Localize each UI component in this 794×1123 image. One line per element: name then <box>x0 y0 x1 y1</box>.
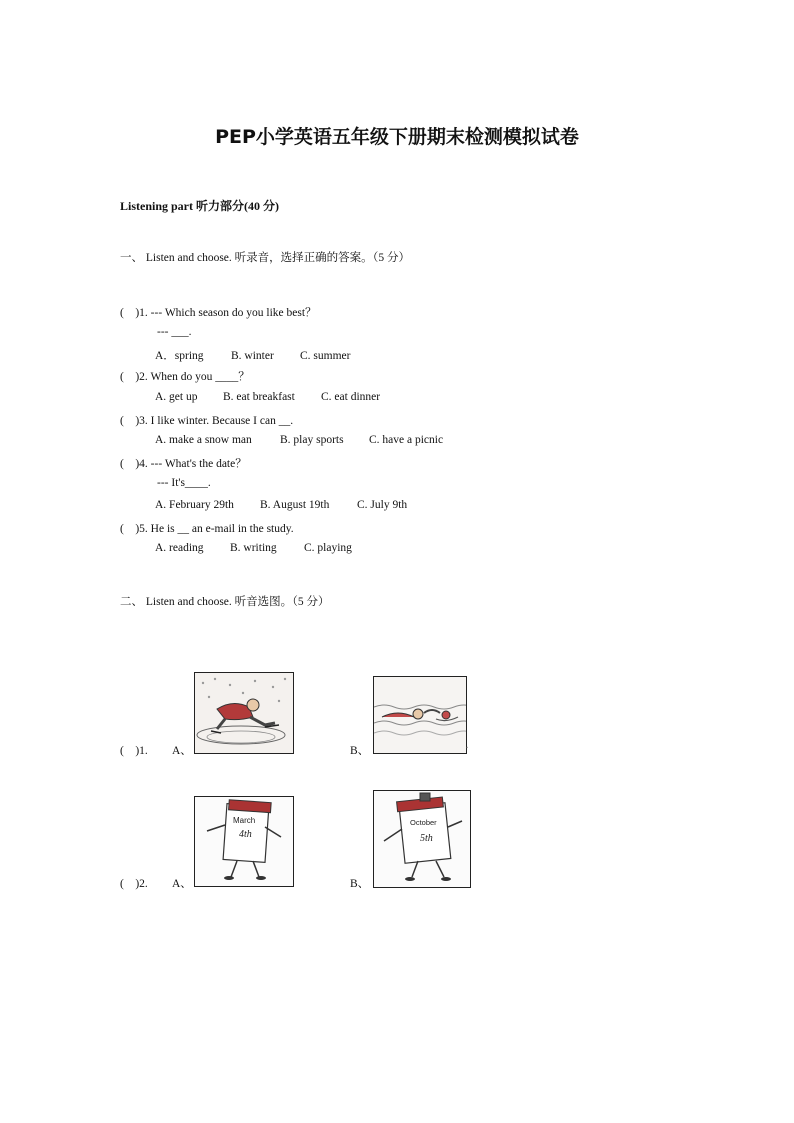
option-a: A. reading <box>155 542 204 554</box>
option-a: A. February 29th <box>155 499 234 511</box>
question-4-options <box>155 499 407 511</box>
option-b: B. play sports <box>280 434 344 446</box>
option-a: A. get up <box>155 391 198 403</box>
question-1-sub: --- ___. <box>157 326 192 338</box>
question-2-stem: ( )2. When do you ____？ <box>120 371 250 383</box>
question-1-options <box>155 347 350 363</box>
option-a: A．spring <box>155 350 204 362</box>
dot-mark: . <box>466 740 469 751</box>
picture-swimming <box>373 676 467 754</box>
item-1-label-b: B、 <box>350 745 370 757</box>
question-3-stem: ( )3. I like winter. Because I can __. <box>120 415 294 427</box>
option-b: B. August 19th <box>260 499 330 511</box>
section1-heading: 一、 Listen and choose. 听录音，选择正确的答案。（5 分） <box>120 252 411 264</box>
option-a: A. make a snow man <box>155 434 252 446</box>
question-5-stem: ( )5. He is __ an e-mail in the study. <box>120 523 294 535</box>
item-2-label-a: A、 <box>172 878 192 890</box>
option-c: C. July 9th <box>357 499 408 511</box>
option-b: B. writing <box>230 542 277 554</box>
picture-calendar-march <box>194 796 294 887</box>
option-c: C. have a picnic <box>369 434 444 446</box>
item-1-label-a: A、 <box>172 745 192 757</box>
item-1-number: ( )1. <box>120 745 148 757</box>
calendar-a-day: 4th <box>239 829 252 840</box>
calendar-b-day: 5th <box>420 833 433 844</box>
question-5-options <box>155 542 352 554</box>
picture-skating <box>194 672 294 754</box>
option-b: B. winter <box>231 350 274 362</box>
part-heading: Listening part 听力部分(40 分) <box>120 199 280 213</box>
item-2-label-b: B、 <box>350 878 370 890</box>
question-1-stem: ( )1. --- Which season do you like best？ <box>120 307 317 319</box>
calendar-a-month: March <box>233 816 256 825</box>
option-c: C. summer <box>300 350 351 362</box>
calendar-march-illustration <box>195 797 293 886</box>
section2-heading: 二、 Listen and choose. 听音选图。（5 分） <box>120 596 330 608</box>
option-c: C. eat dinner <box>321 391 381 403</box>
skating-illustration <box>195 673 293 753</box>
option-b: B. eat breakfast <box>223 391 295 403</box>
item-2-number: ( )2. <box>120 878 148 890</box>
question-4-sub: --- It's____. <box>157 477 211 489</box>
option-c: C. playing <box>304 542 352 554</box>
question-4-stem: ( )4. --- What's the date？ <box>120 458 247 470</box>
page-title: PEP小学英语五年级下册期末检测模拟试卷 <box>215 126 579 148</box>
calendar-b-month: October <box>410 818 437 827</box>
question-3-options <box>155 434 443 446</box>
picture-calendar-october <box>373 790 471 888</box>
question-2-options <box>155 391 380 403</box>
calendar-october-illustration <box>374 791 470 887</box>
swimming-illustration <box>374 677 466 753</box>
